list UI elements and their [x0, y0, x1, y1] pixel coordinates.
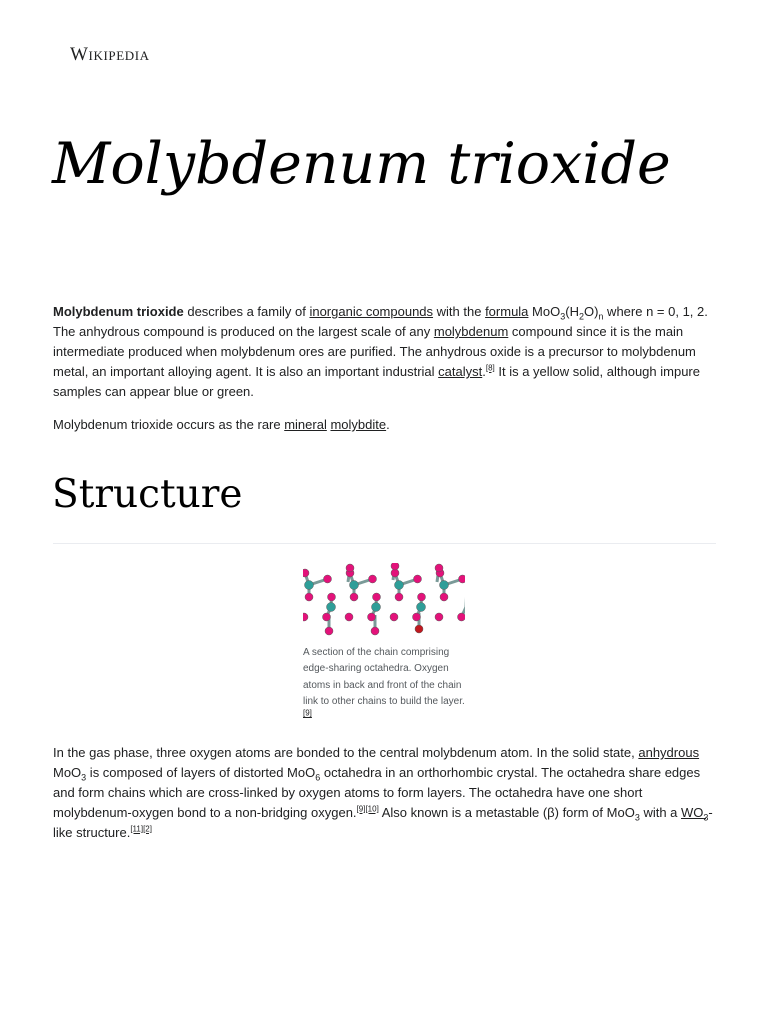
oxygen-atom	[373, 593, 381, 601]
oxygen-atom	[371, 627, 379, 635]
reference-link-11-2[interactable]: [11][2]	[130, 824, 152, 834]
molybdenum-atom	[440, 581, 449, 590]
reference-11-2	[130, 825, 152, 834]
oxygen-atom	[323, 613, 331, 621]
oxygen-atom	[325, 627, 333, 635]
link-formula[interactable]: formula	[485, 304, 529, 319]
lead-term: Molybdenum trioxide	[53, 304, 184, 319]
section-divider	[53, 543, 716, 544]
oxygen-atom	[368, 613, 376, 621]
oxygen-atom	[440, 593, 448, 601]
link-mineral[interactable]: mineral	[284, 417, 327, 432]
oxygen-atom	[390, 613, 398, 621]
reference-9-10	[357, 805, 379, 814]
oxygen-atom	[369, 575, 377, 583]
structure-text: In the gas phase, three oxygen atoms are bonded to the central molybdenum atom. In the solid state,	[53, 745, 639, 760]
reference-link-8[interactable]: [8]	[485, 363, 495, 373]
oxygen-atom	[414, 575, 422, 583]
subscript: 3	[634, 812, 640, 823]
structure-text: -like structure.	[53, 805, 713, 840]
reference-9	[303, 709, 312, 718]
section-heading-structure: Structure	[52, 472, 243, 517]
page-title: Molybdenum trioxide	[52, 131, 671, 197]
link-anhydrous[interactable]: anhydrous	[638, 745, 700, 760]
structure-text: octahedra in an orthorhombic crystal. The octahedra share edges and form chains which are cross-linked by oxygen atoms to form layers. The octahedra have one short molybdenum-oxygen bond to a non-bridging oxygen.	[53, 765, 701, 820]
link-wo3-text: WO	[681, 805, 704, 820]
intro-text: (H	[565, 304, 579, 319]
oxygen-atom	[435, 613, 443, 621]
intro-text: MoO	[528, 304, 561, 319]
link-molybdenum[interactable]: molybdenum	[433, 324, 509, 339]
figure-caption	[303, 645, 465, 726]
structure-text: Also known is a metastable (β) form of MoO	[378, 805, 635, 820]
oxygen-atom	[458, 613, 466, 621]
intro-text: where n = 0, 1, 2. The anhydrous compound is produced on the largest scale of any	[53, 304, 708, 339]
molybdenum-atom	[395, 581, 404, 590]
oxygen-atom	[345, 613, 353, 621]
link-inorganic-compounds[interactable]: inorganic compounds	[309, 304, 434, 319]
mineral-text: .	[386, 417, 390, 432]
octahedra-chain-illustration[interactable]	[303, 563, 465, 639]
intro-text: describes a family of	[183, 304, 310, 319]
caption-text: A section of the chain comprising edge-sharing octahedra. Oxygen atoms in back and front of the chain link to other chains to build the layer.	[303, 647, 465, 707]
subscript: 2	[578, 311, 584, 322]
subscript: n	[598, 311, 604, 322]
subscript: 3	[703, 812, 709, 823]
oxygen-atom	[303, 613, 308, 621]
oxygen-atom	[395, 593, 403, 601]
molybdenum-atom	[350, 581, 359, 590]
reference-link-9-10[interactable]: [9][10]	[356, 804, 379, 814]
molybdenum-atom	[417, 603, 426, 612]
oxygen-atom	[328, 593, 336, 601]
oxygen-atom	[391, 563, 399, 570]
subscript: 6	[315, 772, 321, 783]
intro-text: with the	[433, 304, 486, 319]
link-catalyst[interactable]: catalyst	[438, 364, 483, 379]
oxygen-atom	[305, 593, 313, 601]
molybdenum-atom	[305, 581, 314, 590]
subscript: 3	[81, 772, 87, 783]
oxygen-atom	[350, 593, 358, 601]
mineral-paragraph	[53, 415, 715, 435]
oxygen-atom	[303, 569, 309, 577]
structure-paragraph	[53, 743, 715, 843]
structure-figure	[303, 563, 465, 726]
oxygen-atom	[415, 625, 423, 633]
subscript: 3	[560, 311, 566, 322]
intro-text: It is a yellow solid, although impure samples can appear blue or green.	[53, 364, 700, 399]
link-wo3[interactable]	[681, 805, 709, 823]
reference-link-9[interactable]: [9]	[303, 708, 312, 718]
molybdenum-atom	[327, 603, 336, 612]
link-molybdite[interactable]: molybdite	[330, 417, 387, 432]
intro-paragraph	[53, 302, 715, 402]
intro-text: .	[482, 364, 486, 379]
wikipedia-logo[interactable]: Wikipedia	[70, 44, 150, 65]
oxygen-atom	[459, 575, 466, 583]
structure-text: is composed of layers of distorted MoO	[86, 765, 316, 780]
oxygen-atom	[418, 593, 426, 601]
oxygen-atom	[324, 575, 332, 583]
intro-text: O)	[583, 304, 599, 319]
intro-text: compound since it is the main intermediate produced when molybdenum ores are purified. The anhydrous oxide is a precursor to molybdenum metal, an important alloying agent. It is also an important industrial	[53, 324, 696, 379]
reference-8	[486, 364, 495, 373]
mineral-text: Molybdenum trioxide occurs as the rare	[53, 417, 285, 432]
oxygen-atom	[435, 564, 443, 572]
oxygen-atom	[413, 613, 421, 621]
oxygen-atom	[346, 564, 354, 572]
molybdenum-atom	[372, 603, 381, 612]
structure-text: MoO	[53, 765, 82, 780]
structure-text: with a	[639, 805, 682, 820]
